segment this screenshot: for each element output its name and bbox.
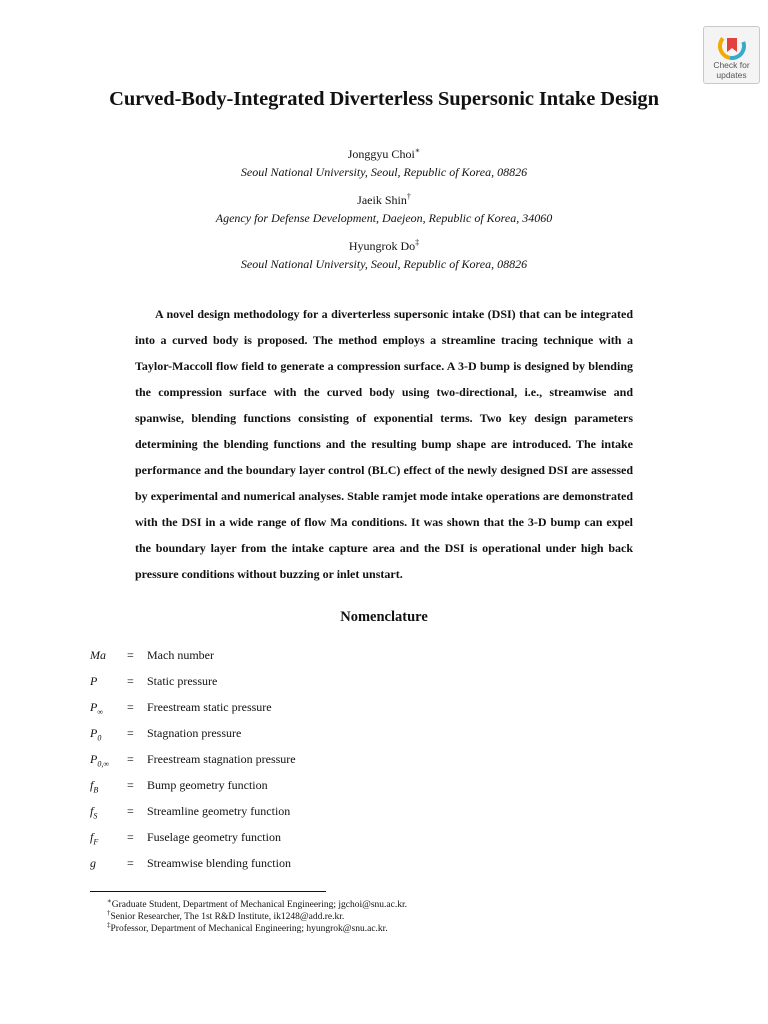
nomenclature-definition: Fuselage geometry function (147, 830, 281, 844)
footnote-text: Senior Researcher, The 1st R&D Institute, ik1248@add.re.kr. (110, 912, 345, 923)
footnote-text: Professor, Department of Mechanical Engineering; hyungrok@snu.ac.kr. (110, 924, 388, 935)
nomenclature-symbol: g (90, 856, 96, 870)
nomenclature-equals: = (127, 856, 134, 870)
author-mark: ∗ (414, 146, 421, 155)
nomenclature-row (0, 778, 768, 800)
footnote-mark: † (107, 909, 111, 917)
footnote-mark: ∗ (107, 897, 112, 905)
nomenclature-symbol: $P_{0,\infty}$ (90, 752, 110, 769)
nomenclature-definition: Streamline geometry function (147, 804, 291, 818)
nomenclature-row (0, 752, 768, 774)
nomenclature-symbol: $P_0$ (90, 726, 102, 743)
nomenclature-symbol: $f_S$ (90, 804, 98, 821)
nomenclature-definition: Mach number (147, 648, 214, 662)
nomenclature-equals: = (127, 726, 134, 740)
author-block-2 (0, 188, 768, 227)
check-for-updates-badge[interactable] (703, 26, 760, 84)
nomenclature-symbol: Ma (90, 648, 106, 662)
author-name: Jaeik Shin (357, 193, 407, 207)
author-affiliation: Seoul National University, Seoul, Republic of Korea, 08826 (240, 165, 528, 179)
nomenclature-definition: Freestream stagnation pressure (147, 752, 296, 766)
footnote-rule (90, 891, 326, 892)
nomenclature-symbol: $f_F$ (90, 830, 99, 847)
author-affiliation: Agency for Defense Development, Daejeon, Republic of Korea, 34060 (215, 211, 553, 225)
author-name: Jonggyu Choi (347, 147, 415, 161)
nomenclature-row (0, 674, 768, 696)
nomenclature-heading: Nomenclature (340, 609, 428, 625)
nomenclature-definition: Static pressure (147, 674, 218, 688)
nomenclature-equals: = (127, 674, 134, 688)
nomenclature-equals: = (127, 830, 134, 844)
nomenclature-definition: Streamwise blending function (147, 856, 291, 870)
badge-line-1: Check for (713, 60, 750, 70)
author-block-1 (0, 142, 768, 181)
author-block-3 (0, 234, 768, 273)
badge-line-2: updates (716, 70, 747, 80)
footnote-mark: ‡ (107, 921, 111, 929)
author-mark: ‡ (415, 238, 420, 247)
nomenclature-definition: Bump geometry function (147, 778, 268, 792)
nomenclature-row (0, 856, 768, 878)
nomenclature-row (0, 830, 768, 852)
author-mark: † (406, 192, 411, 201)
nomenclature-definition: Freestream static pressure (147, 700, 272, 714)
nomenclature-symbol: $f_B$ (90, 778, 99, 795)
nomenclature-row (0, 700, 768, 722)
nomenclature-equals: = (127, 778, 134, 792)
nomenclature-equals: = (127, 752, 134, 766)
nomenclature-equals: = (127, 804, 134, 818)
footnote (107, 919, 388, 935)
nomenclature-equals: = (127, 648, 134, 662)
crossmark-icon (718, 32, 746, 60)
nomenclature-row (0, 648, 768, 670)
nomenclature-row (0, 726, 768, 748)
author-name: Hyungrok Do (348, 239, 416, 253)
nomenclature-definition: Stagnation pressure (147, 726, 242, 740)
abstract: A novel design methodology for a diverterless supersonic intake (DSI) that can be integrated into a curved body is proposed. The method employs a streamline tracing technique with a Taylor-Maccoll flow field to generate a compression surface. A 3-D bump is designed by blending the compression surface with the curved body using two-directional, i.e., streamwise and spanwise, blending functions consisting of exponential terms. Two key design parameters determining the blending functions and the resulting bump shape are introduced. The intake performance and the boundary layer control (BLC) effect of the newly designed DSI are assessed by experimental and numerical analyses. Stable ramjet mode intake operations are demonstrated with the DSI in a wide range of flow Ma conditions. It was shown that the 3-D bump can expel the boundary layer from the intake capture area and the DSI is operational under high back pressure conditions without buzzing or inlet unstart. (135, 307, 633, 581)
nomenclature-equals: = (127, 700, 134, 714)
footnote-text: Graduate Student, Department of Mechanical Engineering; jgchoi@snu.ac.kr. (111, 900, 408, 911)
nomenclature-symbol: $P_\infty$ (90, 700, 104, 717)
nomenclature-row (0, 804, 768, 826)
nomenclature-symbol: P (90, 674, 98, 688)
author-affiliation: Seoul National University, Seoul, Republic of Korea, 08826 (240, 257, 528, 271)
paper-title: Curved-Body-Integrated Diverterless Supersonic Intake Design (109, 88, 659, 110)
